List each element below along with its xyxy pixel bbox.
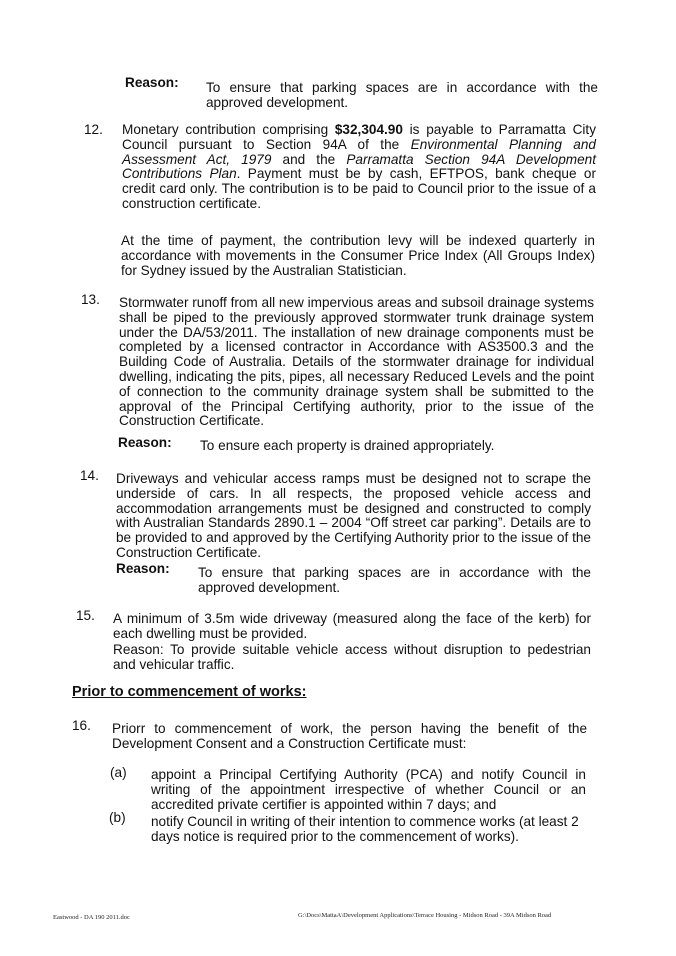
item-15-paragraph: A minimum of 3.5m wide driveway (measured along the face of the kerb) for each dwelling must be provided. xyxy=(113,611,591,641)
footer-filename: Eastwood - DA 190 2011.doc xyxy=(53,914,130,921)
item-15-reason: Reason: To provide suitable vehicle access without disruption to pedestrian and vehicular traffic. xyxy=(113,642,591,672)
item-16-paragraph: Priorr to commencement of work, the person having the benefit of the Development Consent and a Construction Certificate must: xyxy=(112,721,587,751)
section-heading: Prior to commencement of works: xyxy=(72,684,307,700)
item-number: 12. xyxy=(84,122,103,137)
reason-label: Reason: xyxy=(118,435,172,450)
text-run: is payable to Parramatta City Council pursuant to Section 94A of the xyxy=(122,122,597,152)
item-12-paragraph-2: At the time of payment, the contribution levy will be indexed quarterly in accordance with movements in the Consumer Price Index (All Groups Index) for Sydney issued by the Australian Statistician. xyxy=(121,233,595,278)
sub-item-text: appoint a Principal Certifying Authority (PCA) and notify Council in writing of the appointment irrespective of whether Council or an accredited private certifier is appointed within 7 days; and xyxy=(151,767,586,812)
reason-label: Reason: xyxy=(125,75,179,90)
reason-label: Reason: xyxy=(116,561,170,576)
text-run: . Payment must be by cash, EFTPOS, bank cheque or credit card only. The contribution is to be paid to Council prior to the issue of a construction certificate. xyxy=(122,166,596,211)
item-number: 14. xyxy=(80,468,99,483)
act-title: Environmental Planning and Assessment Act, 1979 xyxy=(122,136,596,167)
sub-item-label: (a) xyxy=(110,765,127,780)
text-run: and the xyxy=(271,151,347,167)
reason-text: To ensure that parking spaces are in accordance with the approved development. xyxy=(198,565,591,595)
item-12-paragraph xyxy=(122,123,596,212)
item-number: 15. xyxy=(76,608,95,623)
item-14-paragraph: Driveways and vehicular access ramps must be designed not to scrape the underside of cars. In all respects, the proposed vehicle access and accommodation arrangements must be designed and constructed to comply with Australian Standards 2890.1 – 2004 “Off street car parking”. Details are to be provided to and approved by the Certifying Authority prior to the issue of the Construction Certificate. xyxy=(116,471,591,560)
reason-text: To ensure each property is drained appropriately. xyxy=(200,438,495,453)
reason-text: To ensure that parking spaces are in accordance with the approved development. xyxy=(206,80,598,110)
item-number: 16. xyxy=(72,718,91,733)
item-number: 13. xyxy=(81,292,100,307)
text-run: Monetary contribution comprising xyxy=(122,122,335,137)
sub-item-text: notify Council in writing of their intention to commence works (at least 2 days notice is required prior to the commencement of works). xyxy=(151,814,579,844)
plan-title: Parramatta Section 94A Development Contributions Plan xyxy=(122,151,596,182)
sub-item-label: (b) xyxy=(109,810,126,825)
contribution-amount: $32,304.90 xyxy=(334,122,403,137)
footer-path: G:\Docs\MattaA\Development Applications\Terrace Housing - Midson Road - 39A Midson Road xyxy=(298,912,552,919)
item-13-paragraph: Stormwater runoff from all new impervious areas and subsoil drainage systems shall be piped to the previously approved stormwater trunk drainage system under the DA/53/2011. The installation of new drainage components must be completed by a licensed contractor in Accordance with AS3500.3 and the Building Code of Australia. Details of the stormwater drainage for individual dwelling, indicating the pits, pipes, all necessary Reduced Levels and the point of connection to the community drainage system shall be submitted to the approval of the Principal Certifying authority, prior to the issue of the Construction Certificate. xyxy=(119,295,594,429)
